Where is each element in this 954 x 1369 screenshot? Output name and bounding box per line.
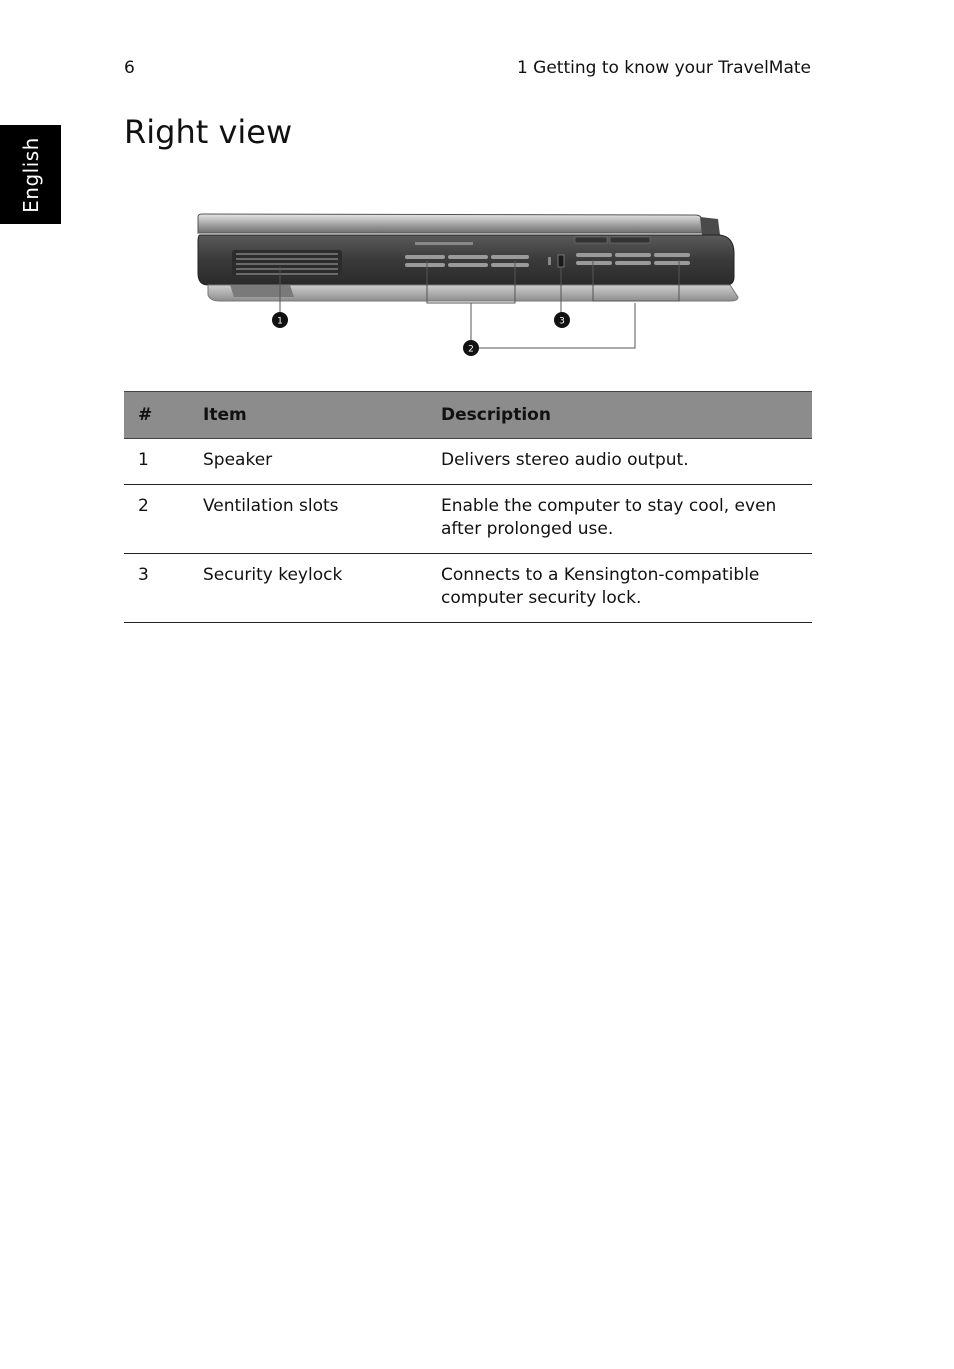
table-row (124, 439, 812, 485)
column-header-item: Item (189, 392, 427, 439)
security-keylock (558, 255, 564, 267)
row-item: Security keylock (189, 554, 427, 623)
page-number: 6 (124, 58, 135, 78)
section-title: Right view (124, 113, 293, 151)
row-item: Ventilation slots (189, 485, 427, 554)
callout-1 (272, 312, 288, 328)
svg-text:3: 3 (559, 316, 565, 327)
row-number: 3 (124, 554, 189, 623)
row-description: Delivers stereo audio output. (427, 439, 812, 485)
table-header-row (124, 392, 812, 439)
svg-text:1: 1 (277, 316, 283, 327)
table-row (124, 554, 812, 623)
language-tab-label: English (18, 136, 43, 213)
right-view-items-table (124, 391, 812, 623)
speaker-grille (232, 250, 342, 276)
row-description: Connects to a Kensington-compatible computer security lock. (427, 554, 812, 623)
table-row (124, 485, 812, 554)
row-number: 1 (124, 439, 189, 485)
row-description: Enable the computer to stay cool, even after prolonged use. (427, 485, 812, 554)
row-item: Speaker (189, 439, 427, 485)
row-number: 2 (124, 485, 189, 554)
laptop-illustration (190, 205, 750, 365)
column-header-number: # (124, 392, 189, 439)
language-tab (0, 125, 61, 224)
callout-2 (463, 340, 479, 356)
column-header-description: Description (427, 392, 812, 439)
callout-3 (554, 312, 570, 328)
running-header: 1 Getting to know your TravelMate (516, 58, 811, 78)
svg-text:2: 2 (468, 344, 474, 355)
laptop-right-view-figure (190, 205, 750, 365)
